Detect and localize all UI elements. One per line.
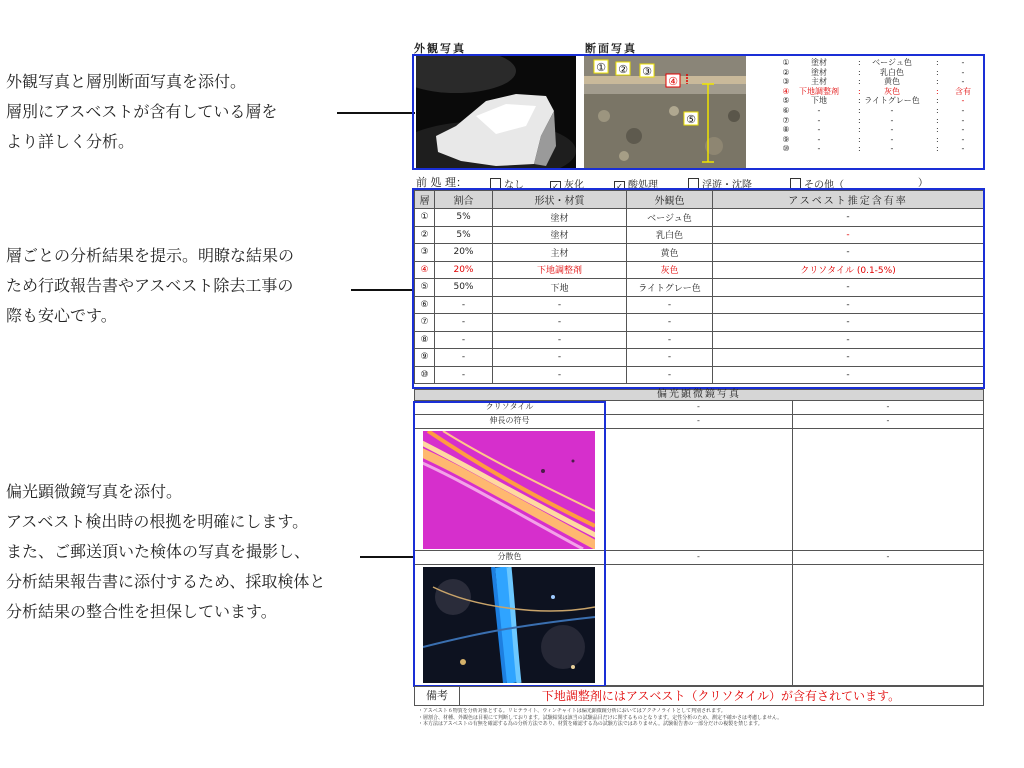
annotation-line: 層別にアスベストが含有している層を <box>6 102 278 121</box>
exterior-photo-label: 外観写真 <box>414 42 466 55</box>
table-row-highlight: ④ 20% 下地調整剤 灰色 クリソタイル (0.1-5%) <box>415 261 984 279</box>
col-header-layer: 層 <box>415 191 435 209</box>
pretreatment-option: なし <box>490 174 524 189</box>
annotation-line: また、ご郵送頂いた検体の写真を撮影し、 <box>6 542 311 561</box>
table-row: ⑨ - - - - <box>415 349 984 367</box>
checkbox-acid[interactable]: ✓ <box>614 181 625 192</box>
elongation-sign-col2: - <box>605 415 793 429</box>
footnote-line: ・層割合、材種、外観色は目視にて判断しております。試験結果は該当の試験品目だけに関するものとなります。定性分析のため、測定不確かさは考慮しません。 <box>418 714 783 721</box>
remarks-label: 備考 <box>415 687 460 705</box>
table-row: ⑧ - - - - <box>415 331 984 349</box>
pretreatment-option: ✓ 酸処理 <box>614 174 658 190</box>
micrograph-col1-label: クリソタイル <box>415 401 605 415</box>
legend-row: ⑦ - : - : - <box>782 115 965 125</box>
table-row: ⑩ - - - - <box>415 366 984 384</box>
leader-line-photos <box>337 112 415 114</box>
section-photo-label: 断面写真 <box>585 42 637 55</box>
annotation-line: ため行政報告書やアスベスト除去工事の <box>6 276 294 295</box>
dispersion-col3: - <box>793 551 983 565</box>
elongation-sign-col3: - <box>793 415 983 429</box>
pretreatment-option: その他（ <box>790 174 844 189</box>
remarks-text: 下地調整剤にはアスベスト（クリソタイル）が含有されています。 <box>541 689 901 703</box>
col-header-asbestos: アスベスト推定含有率 <box>713 191 984 209</box>
annotation-results <box>6 241 294 331</box>
micrograph-cell-empty <box>605 565 793 685</box>
table-row: ⑦ - - - - <box>415 314 984 332</box>
micrograph-cell-empty <box>605 429 793 551</box>
annotation-line: 分析結果報告書に添付するため、採取検体と <box>6 572 326 591</box>
annotation-line: 分析結果の整合性を担保しています。 <box>6 602 277 621</box>
checkbox-ashing[interactable]: ✓ <box>550 181 561 192</box>
col-header-color: 外観色 <box>627 191 713 209</box>
remarks-row <box>414 686 984 706</box>
annotation-line: 際も安心です。 <box>6 306 117 325</box>
pretreatment-close: ） <box>918 178 928 189</box>
leader-line-micrograph <box>360 556 415 558</box>
section-marker: ① <box>596 61 606 74</box>
table-row: ⑥ - - - - <box>415 296 984 314</box>
col-header-ratio: 割合 <box>435 191 493 209</box>
pretreatment-option: ✓ 灰化 <box>550 174 584 190</box>
col-header-material: 形状・材質 <box>493 191 627 209</box>
section-marker: ④ <box>668 75 678 88</box>
table-row: ③ 20% 主材 黄色 - <box>415 244 984 262</box>
section-marker: ② <box>618 63 628 76</box>
annotation-line: 外観写真と層別断面写真を添付。 <box>6 72 247 91</box>
micrograph-title: 偏光顕微鏡写真 <box>414 389 984 401</box>
section-marker: ⑤ <box>686 113 696 126</box>
legend-row: ⑤ 下地 : ライトグレー色 : - <box>782 96 965 106</box>
highlight-box-micrograph <box>413 401 606 687</box>
annotation-photos <box>6 67 277 157</box>
micrograph-cell-empty <box>793 429 983 551</box>
footnote-line: ・アスベスト６物質を分析対象とする。リヒテライト、ウィンチャイトは偏光顕微鏡分析においてはアクチノライトとして判別されます。 <box>418 708 726 714</box>
elongation-sign-label: 伸長の符号 <box>415 415 605 429</box>
annotation-line: 偏光顕微鏡写真を添付。 <box>6 482 183 501</box>
dispersion-color-label: 分散色 <box>415 551 605 565</box>
legend-row: ① 塗材 : ベージュ色 : - <box>782 58 965 67</box>
table-row: ① 5% 塗材 ベージュ色 - <box>415 209 984 227</box>
footnote-line: ・本方法はアスベストの有無を確認する為の分析方法であり、材質を確認する為の試験方法ではありません。試験報告書の一部分だけの複製を禁じます。 <box>418 721 763 727</box>
dispersion-col2: - <box>605 551 793 565</box>
annotation-line: より詳しく分析。 <box>6 132 135 151</box>
legend-row: ⑩ - : - : - <box>782 144 965 154</box>
pretreatment-label: 前 処 理： <box>416 176 467 189</box>
pretreatment-option: 浮遊・沈降 <box>688 174 752 189</box>
legend-row: ⑥ - : - : - <box>782 105 965 115</box>
legend-row: ③ 主材 : 黄色 : - <box>782 77 965 87</box>
annotation-micrograph <box>6 477 325 627</box>
micrograph-col2-label: - <box>605 401 793 415</box>
micrograph-col3-label: - <box>793 401 983 415</box>
leader-line-results <box>351 289 415 291</box>
table-row: ② 5% 塗材 乳白色 - <box>415 226 984 244</box>
footnotes <box>418 708 984 728</box>
micrograph-cell-empty <box>793 565 983 685</box>
section-marker: ③ <box>642 65 652 78</box>
legend-row: ⑨ - : - : - <box>782 134 965 144</box>
annotation-line: アスベスト検出時の根拠を明確にします。 <box>6 512 309 531</box>
legend-row: ⑧ - : - : - <box>782 125 965 135</box>
table-row: ⑤ 50% 下地 ライトグレー色 - <box>415 279 984 297</box>
highlight-box-table <box>412 188 985 389</box>
legend-row: ② 塗材 : 乳白色 : - <box>782 67 965 77</box>
annotation-line: 層ごとの分析結果を提示。明瞭な結果の <box>6 246 295 265</box>
legend-row-highlight: ④ 下地調整剤 : 灰色 : 含有 <box>782 86 971 96</box>
highlight-box-photos <box>412 54 985 170</box>
